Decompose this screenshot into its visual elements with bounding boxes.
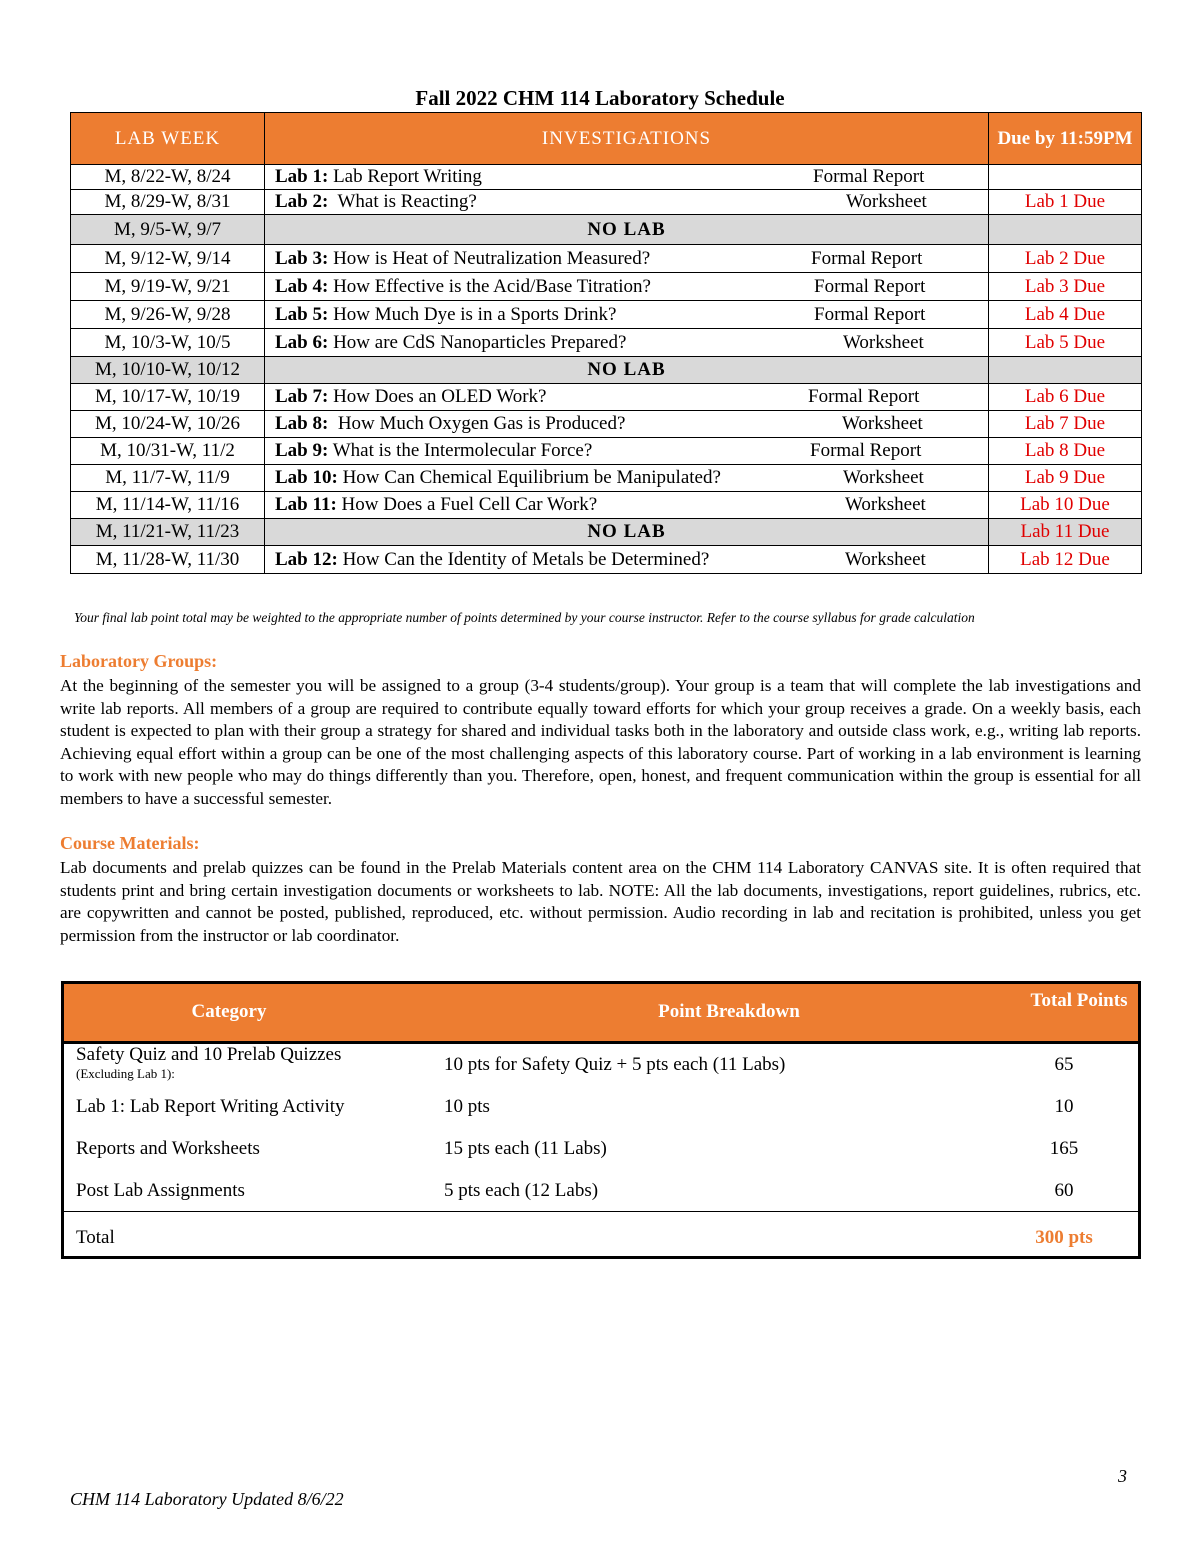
investigation-cell xyxy=(265,301,989,329)
investigation-cell xyxy=(265,329,989,357)
investigation-cell xyxy=(265,411,989,438)
deliverable-type: Worksheet xyxy=(843,467,924,488)
due-cell: Lab 11 Due xyxy=(989,519,1142,546)
lab-week-cell: M, 8/29-W, 8/31 xyxy=(71,190,265,215)
lab-number: Lab 10: xyxy=(275,467,338,488)
lab-title: How is Heat of Neutralization Measured? xyxy=(333,247,651,269)
header-category: Category xyxy=(191,1001,267,1022)
points-cell: 10 xyxy=(1054,1096,1074,1117)
lab-title: How Does an OLED Work? xyxy=(333,386,547,407)
lab-number: Lab 2: xyxy=(275,191,329,212)
lab-number: Lab 3: xyxy=(275,247,329,269)
due-cell: Lab 9 Due xyxy=(989,465,1142,492)
lab-number: Lab 5: xyxy=(275,303,329,325)
groups-paragraph: At the beginning of the semester you will be assigned to a group (3-4 students/group). Your group is a team that will complete the lab investigations and write lab reports. All members of a group are required to contribute equally toward efforts for which your group receives a grade. On a weekly basis, each student is expected to plan with their group a strategy for shared and individual tasks both in the laboratory and outside class work, e.g., writing lab reports. Achieving equal effort within a group can be one of the most challenging aspects of this laboratory course. Part of working in a lab environment is learning to work with new people who may do things differently than you. Therefore, open, honest, and frequent communication within the group is essential for all members to have a successful semester. xyxy=(60,676,1141,808)
header-lab-week: LAB WEEK xyxy=(71,113,265,165)
total-label: Total xyxy=(76,1227,115,1248)
lab-week-cell: M, 11/21-W, 11/23 xyxy=(71,519,265,546)
schedule-row xyxy=(71,215,1142,245)
total-value: 300 pts xyxy=(1035,1227,1093,1248)
due-cell: Lab 3 Due xyxy=(989,273,1142,301)
schedule-row xyxy=(71,329,1142,357)
header-breakdown: Point Breakdown xyxy=(658,1001,800,1022)
lab-week-cell: M, 9/19-W, 9/21 xyxy=(71,273,265,301)
breakdown-cell: 15 pts each (11 Labs) xyxy=(444,1138,607,1159)
due-cell: Lab 4 Due xyxy=(989,301,1142,329)
points-table xyxy=(61,981,1141,1259)
schedule-row xyxy=(71,301,1142,329)
lab-title: How are CdS Nanoparticles Prepared? xyxy=(333,331,627,353)
schedule-row xyxy=(71,165,1142,190)
schedule-row xyxy=(71,384,1142,411)
page-title: Fall 2022 CHM 114 Laboratory Schedule xyxy=(415,86,785,110)
investigation-cell xyxy=(265,465,989,492)
lab-week-cell: M, 10/10-W, 10/12 xyxy=(71,357,265,384)
category-label: Lab 1: Lab Report Writing Activity xyxy=(76,1096,345,1117)
category-cell xyxy=(76,1096,345,1118)
deliverable-type: Formal Report xyxy=(808,386,920,407)
investigation-cell xyxy=(265,546,989,574)
due-cell: Lab 12 Due xyxy=(989,546,1142,574)
no-lab-cell: NO LAB xyxy=(265,357,989,384)
schedule-row xyxy=(71,438,1142,465)
no-lab-cell: NO LAB xyxy=(265,215,989,245)
no-lab-cell: NO LAB xyxy=(265,519,989,546)
deliverable-type: Formal Report xyxy=(811,247,923,269)
lab-week-cell: M, 10/24-W, 10/26 xyxy=(71,411,265,438)
header-investigations: INVESTIGATIONS xyxy=(265,113,989,165)
breakdown-cell: 5 pts each (12 Labs) xyxy=(444,1180,599,1201)
lab-week-cell: M, 9/5-W, 9/7 xyxy=(71,215,265,245)
due-cell xyxy=(989,165,1142,190)
breakdown-cell: 10 pts xyxy=(444,1096,490,1117)
lab-title: What is the Intermolecular Force? xyxy=(332,440,593,461)
lab-number: Lab 11: xyxy=(275,494,337,515)
lab-week-cell: M, 10/3-W, 10/5 xyxy=(71,329,265,357)
materials-paragraph: Lab documents and prelab quizzes can be found in the Prelab Materials content area on the CHM 114 Laboratory CANVAS site. It is often required that students print and bring certain investigation documents or worksheets to lab. NOTE: All the lab documents, investigations, report guidelines, rubrics, etc. are copywritten and cannot be posted, published, reproduced, etc. without permission. Audio recording in lab and recitation is prohibited, unless you get permission from the instructor or lab coordinator. xyxy=(60,858,1141,945)
category-cell xyxy=(76,1138,260,1160)
category-label: Reports and Worksheets xyxy=(76,1138,260,1159)
header-due: Due by 11:59PM xyxy=(989,113,1142,165)
due-cell: Lab 1 Due xyxy=(989,190,1142,215)
deliverable-type: Formal Report xyxy=(810,440,922,461)
category-label: Safety Quiz and 10 Prelab Quizzes xyxy=(76,1044,342,1065)
lab-title: What is Reacting? xyxy=(333,191,477,212)
schedule-row xyxy=(71,546,1142,574)
schedule-row xyxy=(71,492,1142,519)
groups-heading: Laboratory Groups: xyxy=(60,651,218,671)
investigation-cell xyxy=(265,384,989,411)
lab-number: Lab 12: xyxy=(275,548,338,570)
category-cell xyxy=(76,1044,341,1082)
lab-week-cell: M, 9/26-W, 9/28 xyxy=(71,301,265,329)
category-cell xyxy=(76,1180,245,1202)
due-cell xyxy=(989,215,1142,245)
due-cell: Lab 10 Due xyxy=(989,492,1142,519)
lab-number: Lab 4: xyxy=(275,275,329,297)
category-sublabel: (Excluding Lab 1): xyxy=(76,1066,175,1081)
points-cell: 165 xyxy=(1049,1138,1079,1159)
points-header xyxy=(64,984,1138,1044)
investigation-cell xyxy=(265,190,989,215)
due-cell: Lab 5 Due xyxy=(989,329,1142,357)
investigation-cell xyxy=(265,273,989,301)
schedule-row xyxy=(71,190,1142,215)
deliverable-type: Worksheet xyxy=(843,331,924,353)
lab-schedule-table xyxy=(70,112,1142,574)
grading-note: Your final lab point total may be weighted to the appropriate number of points determined by your course instructor. Refer to the course syllabus for grade calculation xyxy=(74,610,975,625)
lab-title: How Can the Identity of Metals be Determined? xyxy=(342,548,710,570)
schedule-row xyxy=(71,245,1142,273)
points-cell: 65 xyxy=(1054,1054,1074,1075)
header-total-points: Total Points xyxy=(1030,990,1128,1011)
deliverable-type: Worksheet xyxy=(845,494,926,515)
lab-week-cell: M, 9/12-W, 9/14 xyxy=(71,245,265,273)
investigation-cell xyxy=(265,438,989,465)
schedule-row xyxy=(71,357,1142,384)
lab-number: Lab 7: xyxy=(275,386,329,407)
due-cell: Lab 7 Due xyxy=(989,411,1142,438)
breakdown-cell: 10 pts for Safety Quiz + 5 pts each (11 Labs) xyxy=(444,1054,786,1075)
deliverable-type: Formal Report xyxy=(813,166,925,187)
schedule-row xyxy=(71,273,1142,301)
lab-week-cell: M, 11/14-W, 11/16 xyxy=(71,492,265,519)
lab-week-cell: M, 8/22-W, 8/24 xyxy=(71,165,265,190)
investigation-cell xyxy=(265,245,989,273)
deliverable-type: Worksheet xyxy=(846,191,927,212)
lab-week-cell: M, 10/17-W, 10/19 xyxy=(71,384,265,411)
lab-number: Lab 8: xyxy=(275,413,329,434)
lab-week-cell: M, 11/28-W, 11/30 xyxy=(71,546,265,574)
due-cell: Lab 8 Due xyxy=(989,438,1142,465)
lab-number: Lab 6: xyxy=(275,331,329,353)
deliverable-type: Formal Report xyxy=(814,275,926,297)
lab-title: How Effective is the Acid/Base Titration? xyxy=(333,275,651,297)
footer: CHM 114 Laboratory Updated 8/6/22 xyxy=(70,1489,344,1509)
schedule-header-row xyxy=(71,113,1142,165)
due-cell xyxy=(989,357,1142,384)
total-divider xyxy=(64,1211,1138,1212)
lab-week-cell: M, 11/7-W, 11/9 xyxy=(71,465,265,492)
lab-number: Lab 1: xyxy=(275,166,329,187)
deliverable-type: Worksheet xyxy=(842,413,923,434)
deliverable-type: Worksheet xyxy=(845,548,926,570)
lab-number: Lab 9: xyxy=(275,440,329,461)
materials-heading: Course Materials: xyxy=(60,833,200,853)
schedule-row xyxy=(71,465,1142,492)
lab-title: How Does a Fuel Cell Car Work? xyxy=(341,494,598,515)
points-cell: 60 xyxy=(1054,1180,1074,1201)
lab-title: How Can Chemical Equilibrium be Manipulated? xyxy=(342,467,721,488)
schedule-row xyxy=(71,411,1142,438)
lab-week-cell: M, 10/31-W, 11/2 xyxy=(71,438,265,465)
lab-title: Lab Report Writing xyxy=(333,166,482,187)
due-cell: Lab 2 Due xyxy=(989,245,1142,273)
due-cell: Lab 6 Due xyxy=(989,384,1142,411)
category-label: Post Lab Assignments xyxy=(76,1180,245,1201)
page-number: 3 xyxy=(1118,1466,1127,1486)
investigation-cell xyxy=(265,165,989,190)
schedule-row xyxy=(71,519,1142,546)
lab-title: How Much Oxygen Gas is Produced? xyxy=(333,413,626,434)
deliverable-type: Formal Report xyxy=(814,303,926,325)
investigation-cell xyxy=(265,492,989,519)
lab-title: How Much Dye is in a Sports Drink? xyxy=(333,303,617,325)
